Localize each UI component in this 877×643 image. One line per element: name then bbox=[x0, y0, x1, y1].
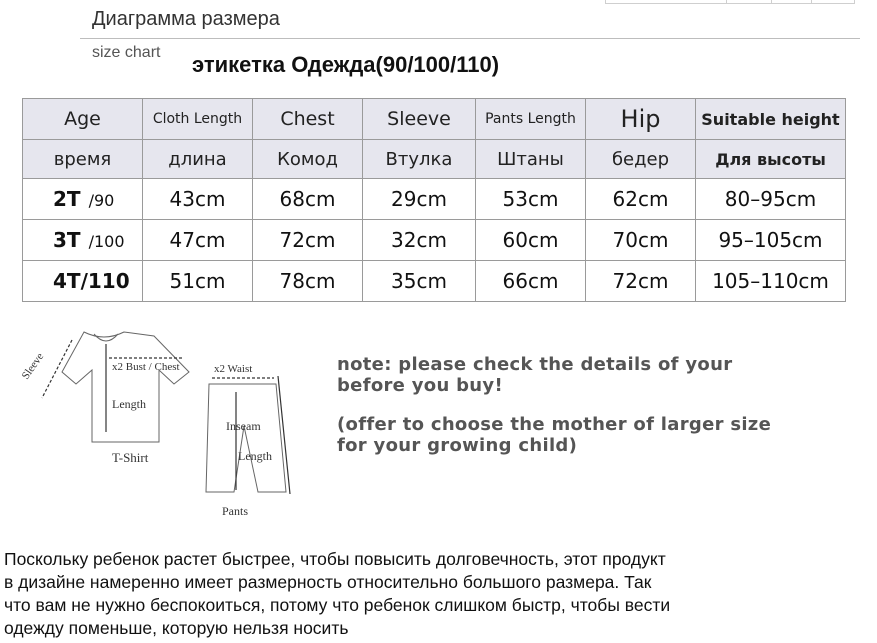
hip-cell: 62cm bbox=[586, 179, 696, 220]
sleeve-cell: 29cm bbox=[363, 179, 476, 220]
table-row bbox=[23, 261, 846, 302]
header-hip: Hip bbox=[586, 99, 696, 140]
header-cloth-length: Cloth Length bbox=[143, 99, 253, 140]
sleeve-cell: 35cm bbox=[363, 261, 476, 302]
age-cell bbox=[23, 261, 143, 302]
table-header-row bbox=[23, 99, 846, 140]
age-size: 4T bbox=[53, 269, 81, 293]
label-shirt-length: Length bbox=[112, 397, 146, 411]
pants-arrows bbox=[212, 376, 290, 494]
table-row bbox=[23, 179, 846, 220]
header-age: Age bbox=[23, 99, 143, 140]
sleeve-cell: 32cm bbox=[363, 220, 476, 261]
label-tshirt: T-Shirt bbox=[112, 450, 149, 465]
height-cell: 105–110cm bbox=[696, 261, 846, 302]
offer-line: for your growing child) bbox=[337, 435, 578, 456]
label-pants-length: Length bbox=[238, 449, 272, 463]
cloth-length-cell: 51cm bbox=[143, 261, 253, 302]
header-chest: Chest bbox=[253, 99, 363, 140]
measurement-diagram bbox=[14, 322, 334, 522]
tshirt-drawing bbox=[62, 332, 189, 442]
header-ru-chest: Комод bbox=[253, 140, 363, 179]
paragraph-line: что вам не нужно беспокоиться, потому что ребенок слишком быстр, чтобы вести bbox=[4, 595, 671, 615]
height-cell: 95–105cm bbox=[696, 220, 846, 261]
paragraph-line: Поскольку ребенок растет быстрее, чтобы повысить долговечность, этот продукт bbox=[4, 549, 666, 569]
header-ru-height: Для высоты bbox=[696, 140, 846, 179]
pants-length-cell: 66cm bbox=[476, 261, 586, 302]
paragraph-line: одежду поменьше, которую нельзя носить bbox=[4, 618, 349, 638]
description-paragraph bbox=[4, 548, 874, 640]
paragraph-line: в дизайне намеренно имеет размерность относительно большого размера. Так bbox=[4, 572, 652, 592]
note-text bbox=[337, 354, 732, 396]
table-header-row-ru bbox=[23, 140, 846, 179]
age-suffix: /110 bbox=[80, 269, 130, 293]
header-ru-length: длина bbox=[143, 140, 253, 179]
age-size: 2T bbox=[53, 187, 81, 211]
note-line: note: please check the details of your bbox=[337, 354, 733, 375]
tshirt-arrows bbox=[42, 340, 184, 432]
header-ru-sleeve: Втулка bbox=[363, 140, 476, 179]
label-pants: Pants bbox=[222, 504, 249, 518]
age-suffix: /100 bbox=[88, 232, 125, 251]
header-ru-hip: бедер bbox=[586, 140, 696, 179]
chest-cell: 72cm bbox=[253, 220, 363, 261]
offer-line: (offer to choose the mother of larger size bbox=[337, 414, 772, 435]
age-cell bbox=[23, 179, 143, 220]
table-row bbox=[23, 220, 846, 261]
height-cell: 80–95cm bbox=[696, 179, 846, 220]
note-line: before you buy! bbox=[337, 375, 503, 396]
chest-cell: 78cm bbox=[253, 261, 363, 302]
header-sleeve: Sleeve bbox=[363, 99, 476, 140]
pants-length-cell: 60cm bbox=[476, 220, 586, 261]
product-subtitle: этикетка Одежда(90/100/110) bbox=[192, 52, 500, 77]
label-inseam: Inseam bbox=[226, 419, 261, 433]
page-title-en: size chart bbox=[92, 44, 161, 61]
header-ru-age: время bbox=[23, 140, 143, 179]
chest-cell: 68cm bbox=[253, 179, 363, 220]
header-pants-length: Pants Length bbox=[476, 99, 586, 140]
cloth-length-cell: 43cm bbox=[143, 179, 253, 220]
title-divider bbox=[80, 38, 860, 39]
age-suffix: /90 bbox=[88, 191, 115, 210]
label-bust-chest: x2 Bust / Chest bbox=[112, 361, 180, 373]
age-size: 3T bbox=[53, 228, 81, 252]
cloth-length-cell: 47cm bbox=[143, 220, 253, 261]
label-waist: x2 Waist bbox=[214, 363, 253, 375]
top-edge-bar bbox=[605, 0, 855, 4]
pants-length-cell: 53cm bbox=[476, 179, 586, 220]
hip-cell: 72cm bbox=[586, 261, 696, 302]
page-title: Диаграмма размера bbox=[92, 8, 280, 30]
offer-text bbox=[337, 414, 771, 456]
hip-cell: 70cm bbox=[586, 220, 696, 261]
header-ru-pants: Штаны bbox=[476, 140, 586, 179]
size-table bbox=[22, 98, 846, 302]
age-cell bbox=[23, 220, 143, 261]
header-suitable-height: Suitable height bbox=[696, 99, 846, 140]
pants-drawing bbox=[206, 384, 286, 492]
label-sleeve: Sleeve bbox=[19, 350, 47, 382]
